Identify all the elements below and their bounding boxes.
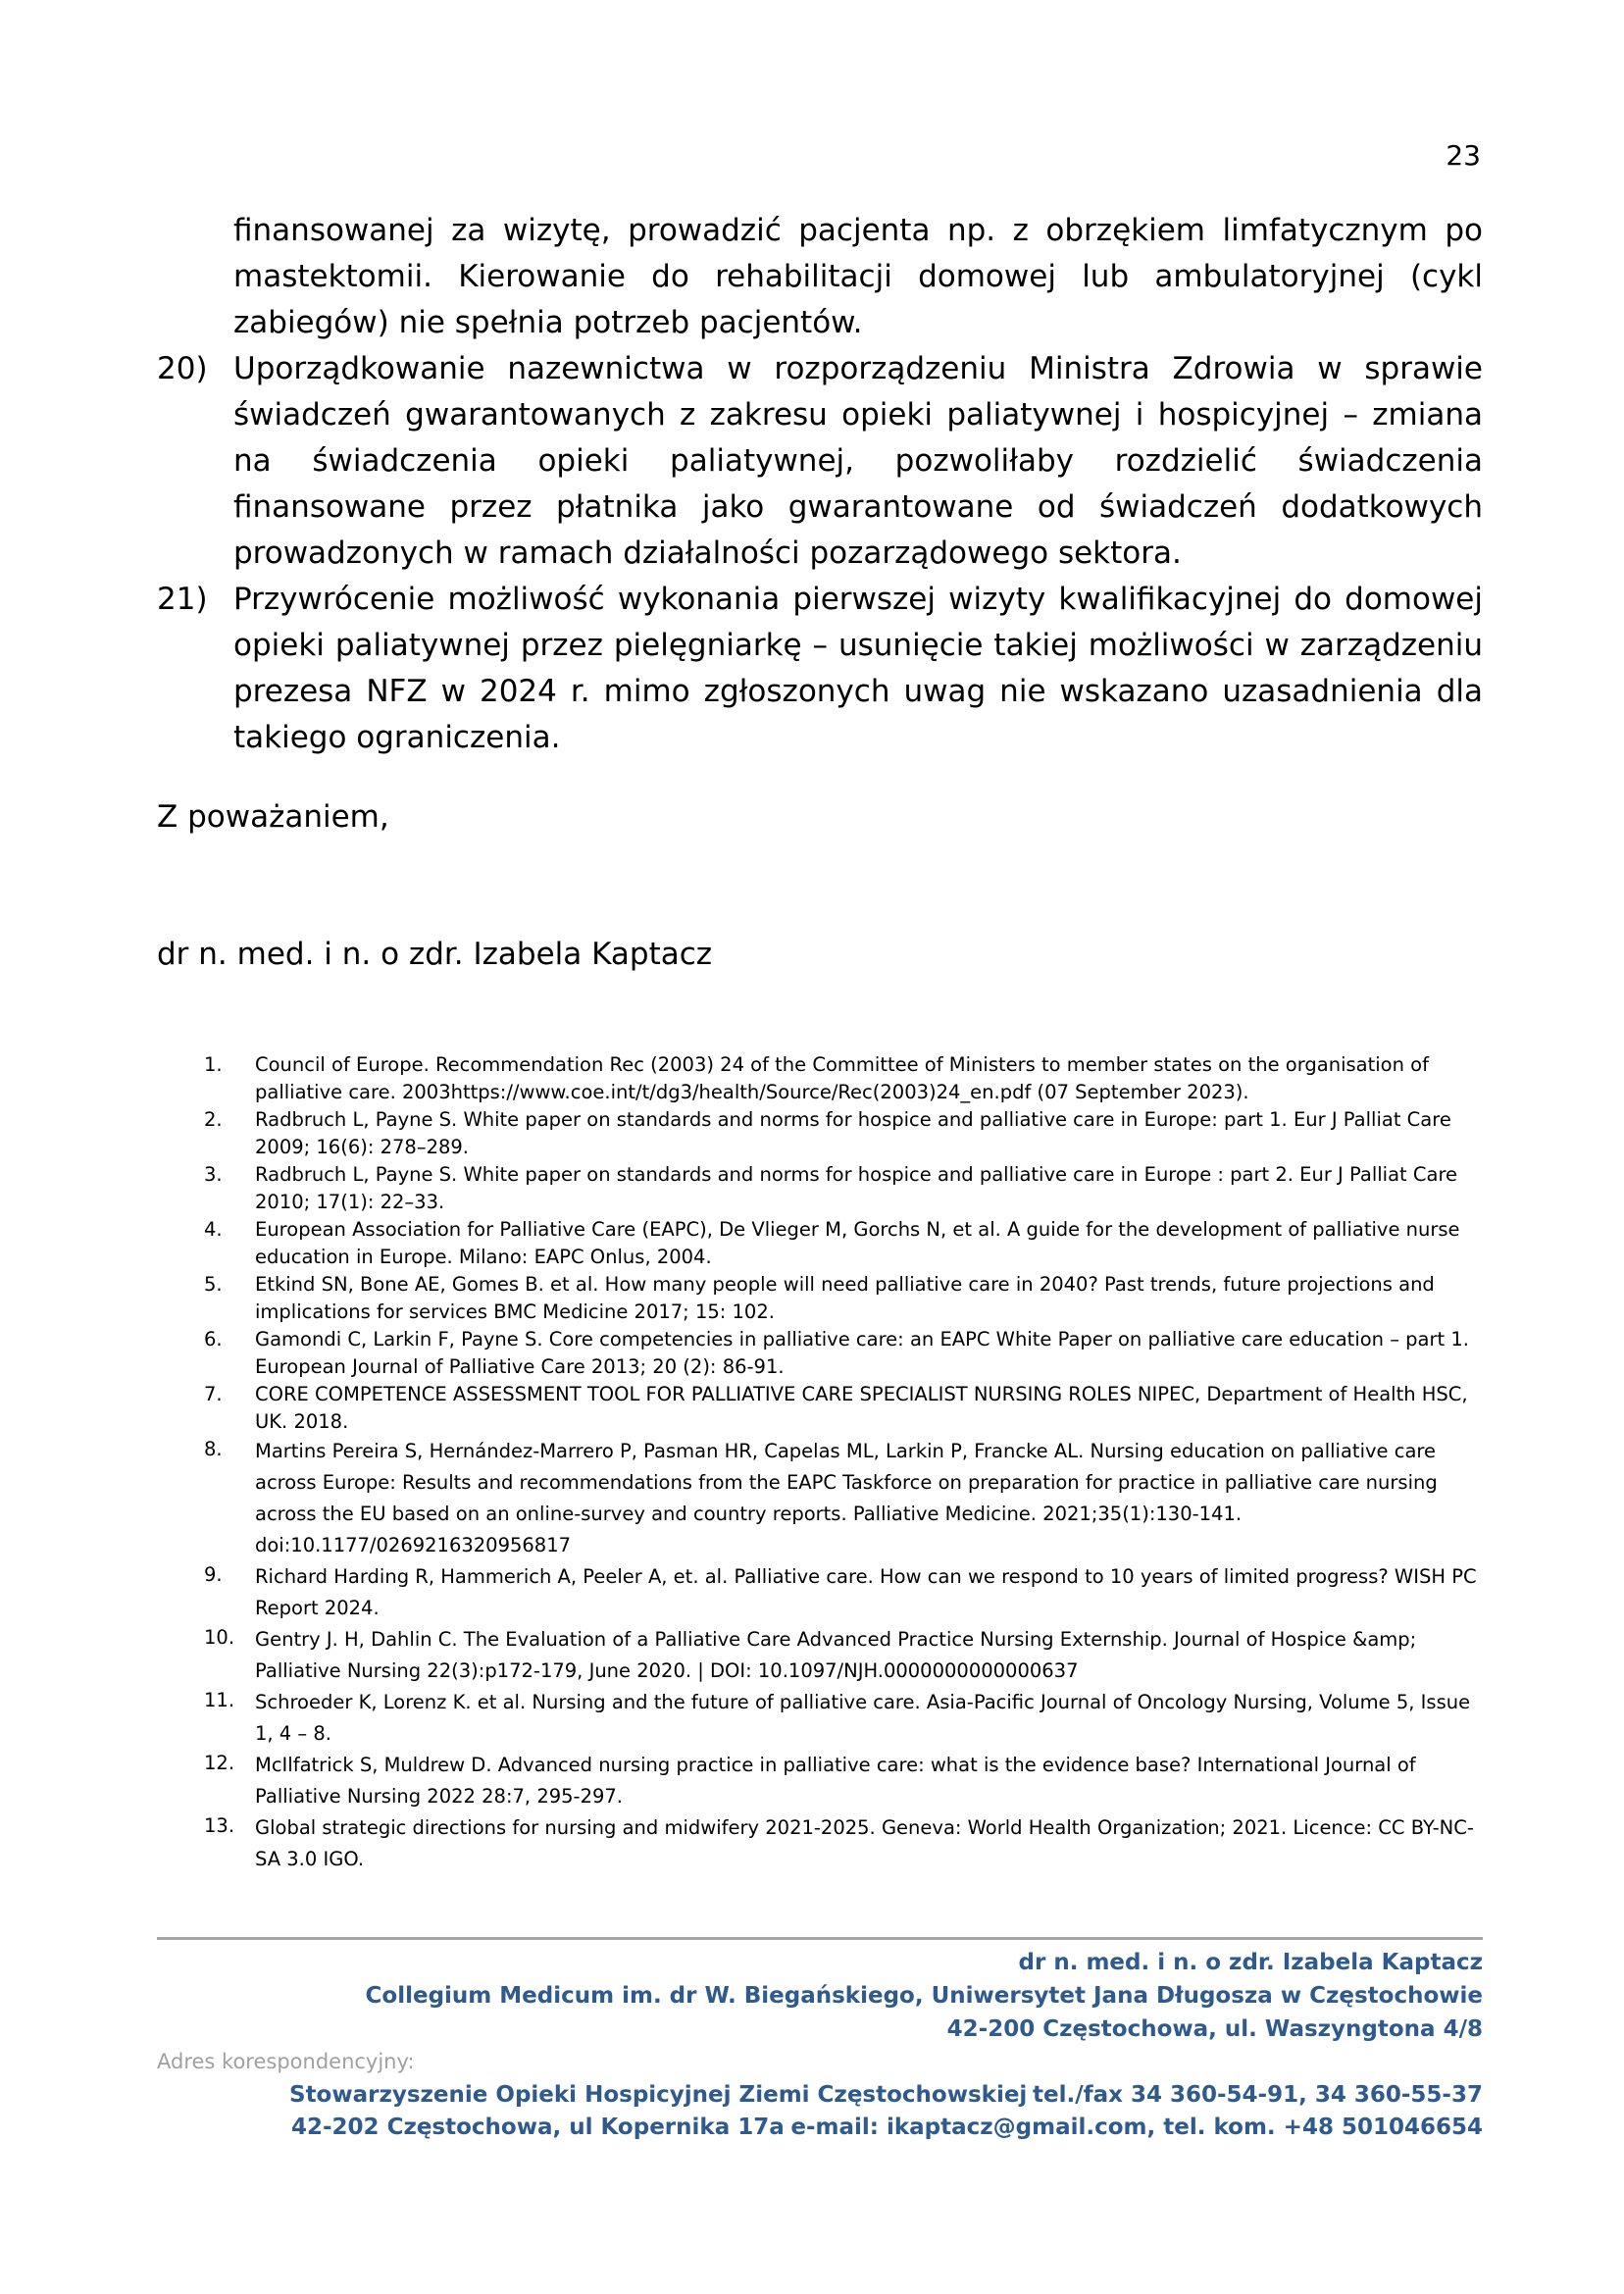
reference-number: 6. bbox=[204, 1328, 223, 1351]
reference-text: Gentry J. H, Dahlin C. The Evaluation of a Palliative Care Advanced Practice Nursing Externship. Journal of Hospice &amp; Palliative Nursing 22(3):p172-179, June 2020. | DOI: 10.1097/NJH.0000000000000637 bbox=[255, 1628, 1417, 1682]
reference-text: McIlfatrick S, Muldrew D. Advanced nursing practice in palliative care: what is the evidence base? International Journal of Palliative Nursing 2022 28:7, 295-297. bbox=[255, 1754, 1416, 1808]
list-item-text: Przywrócenie możliwość wykonania pierwszej wizyty kwalifikacyjnej do domowej opieki paliatywnej przez pielęgniarkę – usunięcie takiej możliwości w zarządzeniu prezesa NFZ w 2024 r. mimo zgłoszonych uwag nie wskazano uzasadnienia dla takiego ograniczenia. bbox=[233, 582, 1483, 755]
footer-contact-row bbox=[157, 2115, 1483, 2140]
list-item-20 bbox=[157, 346, 1483, 577]
footer-divider bbox=[157, 1937, 1483, 1940]
reference-number: 1. bbox=[204, 1053, 223, 1076]
page-number: 23 bbox=[1446, 139, 1481, 172]
reference-number: 7. bbox=[204, 1383, 223, 1405]
list-item-text: Uporządkowanie nazewnictwa w rozporządzeniu Ministra Zdrowia w sprawie świadczeń gwarantowanych z zakresu opieki paliatywnej i hospicyjnej – zmiana na świadczenia opieki paliatywnej, pozwoliłaby rozdzielić świadczenia finansowane przez płatnika jako gwarantowane od świadczeń dodatkowych prowadzonych w ramach działalności pozarządowego sektora. bbox=[233, 351, 1483, 571]
list-item-21 bbox=[157, 577, 1483, 761]
correspondence-label: Adres korespondencyjny: bbox=[157, 2050, 415, 2073]
reference-item bbox=[204, 1216, 1479, 1271]
references-list bbox=[204, 1051, 1479, 1875]
reference-item bbox=[204, 1051, 1479, 1106]
reference-text: Schroeder K, Lorenz K. et al. Nursing and the future of palliative care. Asia-Pacific Journal of Oncology Nursing, Volume 5, Issue 1, 4 – 8. bbox=[255, 1691, 1471, 1745]
reference-text: Council of Europe. Recommendation Rec (2003) 24 of the Committee of Ministers to member states on the organisation of palliative care. 2003https://www.coe.int/t/dg3/health/Source/Rec(2003)24_en.pdf (07 September 2023). bbox=[255, 1053, 1429, 1103]
reference-item bbox=[204, 1161, 1479, 1216]
continuation-paragraph: finansowanej za wizytę, prowadzić pacjenta np. z obrzękiem limfatycznym po mastektomii. Kierowanie do rehabilitacji domowej lub ambulatoryjnej (cykl zabiegów) nie spełnia potrzeb pacjentów. bbox=[233, 213, 1483, 340]
reference-number: 8. bbox=[204, 1438, 223, 1460]
footer-contact[interactable]: e-mail: ikaptacz@gmail.com, tel. kom. +48 501046654 bbox=[790, 2115, 1483, 2140]
reference-item bbox=[204, 1812, 1479, 1875]
reference-number: 2. bbox=[204, 1108, 223, 1131]
reference-text: Richard Harding R, Hammerich A, Peeler A, et. al. Palliative care. How can we respond to 10 years of limited progress? WISH PC Report 2024. bbox=[255, 1565, 1477, 1619]
reference-text: CORE COMPETENCE ASSESSMENT TOOL FOR PALLIATIVE CARE SPECIALIST NURSING ROLES NIPEC, Department of Health HSC, UK. 2018. bbox=[255, 1383, 1468, 1433]
reference-item bbox=[204, 1624, 1479, 1687]
reference-item bbox=[204, 1326, 1479, 1381]
reference-text: Radbruch L, Payne S. White paper on standards and norms for hospice and palliative care in Europe : part 2. Eur J Palliat Care 2010; 17(1): 22–33. bbox=[255, 1163, 1458, 1213]
reference-number: 13. bbox=[204, 1814, 235, 1837]
reference-item bbox=[204, 1561, 1479, 1624]
reference-number: 11. bbox=[204, 1689, 235, 1711]
footer-association-address: 42-202 Częstochowa, ul Kopernika 17a bbox=[291, 2115, 785, 2140]
footer-author-name: dr n. med. i n. o zdr. Izabela Kaptacz bbox=[1018, 1950, 1483, 1975]
footer-institution-address: 42-200 Częstochowa, ul. Waszyngtona 4/8 bbox=[946, 2016, 1483, 2042]
reference-number: 5. bbox=[204, 1273, 223, 1296]
list-item-number: 21) bbox=[157, 582, 208, 617]
signature: dr n. med. i n. o zdr. Izabela Kaptacz bbox=[157, 937, 713, 972]
reference-text: Etkind SN, Bone AE, Gomes B. et al. How many people will need palliative care in 2040? Past trends, future projections and implications for services BMC Medicine 2017; 15: 102. bbox=[255, 1273, 1435, 1323]
reference-item bbox=[204, 1271, 1479, 1326]
reference-number: 9. bbox=[204, 1563, 223, 1586]
reference-item bbox=[204, 1381, 1479, 1436]
reference-text: Global strategic directions for nursing and midwifery 2021-2025. Geneva: World Health Organization; 2021. Licence: CC BY-NC-SA 3.0 IGO. bbox=[255, 1816, 1474, 1870]
letter-body bbox=[157, 208, 1483, 761]
reference-number: 10. bbox=[204, 1626, 235, 1649]
reference-text: Radbruch L, Payne S. White paper on standards and norms for hospice and palliative care in Europe: part 1. Eur J Palliat Care 2009; 16(6): 278–289. bbox=[255, 1108, 1451, 1158]
reference-item bbox=[204, 1750, 1479, 1812]
reference-text: European Association for Palliative Care (EAPC), De Vlieger M, Gorchs N, et al. A guide for the development of palliative nurse education in Europe. Milano: EAPC Onlus, 2004. bbox=[255, 1218, 1460, 1268]
reference-number: 12. bbox=[204, 1752, 235, 1774]
reference-item bbox=[204, 1436, 1479, 1561]
reference-number: 3. bbox=[204, 1163, 223, 1186]
footer-association-row bbox=[157, 2082, 1483, 2108]
list-item-number: 20) bbox=[157, 351, 208, 386]
closing-salutation: Z poważaniem, bbox=[157, 799, 389, 835]
footer-association: Stowarzyszenie Opieki Hospicyjnej Ziemi Częstochowskiej bbox=[289, 2082, 1028, 2108]
footer-institution: Collegium Medicum im. dr W. Biegańskiego, Uniwersytet Jana Długosza w Częstochowie bbox=[365, 1983, 1483, 2009]
reference-text: Martins Pereira S, Hernández-Marrero P, Pasman HR, Capelas ML, Larkin P, Francke AL. Nursing education on palliative care across Europe: Results and recommendations from the EAPC Taskforce on preparation for practice in palliative care nursing across the EU based on an online-survey and country reports. Palliative Medicine. 2021;35(1):130-141. doi:10.1177/0269216320956817 bbox=[255, 1440, 1438, 1556]
reference-item bbox=[204, 1687, 1479, 1750]
reference-item bbox=[204, 1106, 1479, 1161]
reference-number: 4. bbox=[204, 1218, 223, 1241]
footer-phone-fax: tel./fax 34 360-54-91, 34 360-55-37 bbox=[1033, 2082, 1483, 2108]
reference-text: Gamondi C, Larkin F, Payne S. Core competencies in palliative care: an EAPC White Paper on palliative care education – part 1. European Journal of Palliative Care 2013; 20 (2): 86-91. bbox=[255, 1328, 1469, 1378]
